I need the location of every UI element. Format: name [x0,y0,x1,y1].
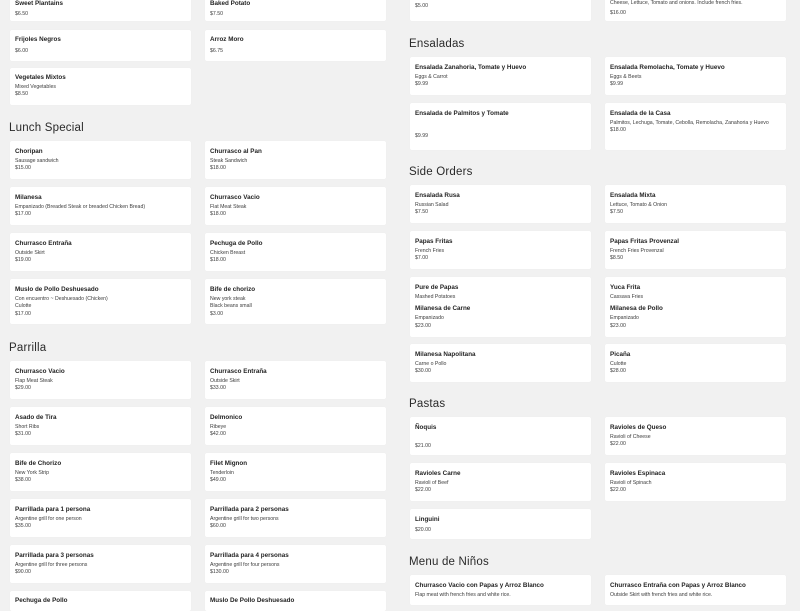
item-name: Pechuga de Pollo [15,597,68,604]
item-price: $20.00 [415,526,431,533]
item-price: $28.00 [610,368,626,375]
item-price: $9.99 [415,81,428,88]
item-price: $35.00 [15,523,31,530]
menu-item-linguini[interactable] [410,509,591,539]
section-title-parrilla: Parrilla [9,342,47,354]
item-description: Short Ribs [15,423,40,430]
item-name: Churrasco Vacio [210,194,260,201]
menu-item-parrillada-4[interactable] [205,545,386,583]
item-description: Mixed Vegetables [15,83,56,90]
item-description: Argentine grill for one person [15,515,82,522]
menu-item-picana[interactable] [605,344,786,382]
menu-item-milanesa-napolitana[interactable] [410,344,591,382]
menu-item-churrasco-vacio[interactable] [205,187,386,225]
item-price: $22.00 [415,487,431,494]
menu-item-kids-churrasco-entrana[interactable] [605,575,786,605]
item-price: $9.99 [610,81,623,88]
item-description: Argentine grill for four persons [210,561,280,568]
item-description-secondary: Black beans small [210,303,252,310]
item-name: Pure de Papas [415,284,459,291]
item-price: $8.50 [610,255,623,262]
item-description: Ravioli of Beef [415,479,449,486]
item-name: Churrasco Entraña [15,240,72,247]
item-price: $18.00 [210,211,226,218]
menu-item-ravioles-queso[interactable] [605,417,786,455]
menu-item-vegetales-mixtos[interactable] [10,68,191,105]
item-description: Cassava Fries [610,293,644,300]
item-price: $90.00 [15,569,31,576]
item-name: Filet Mignon [210,460,248,467]
item-description: New york steak [210,295,246,302]
item-description: Tenderloin [210,469,234,476]
item-description: Empanizado (Breaded Steak or breaded Chicken Bread) [15,203,146,210]
menu-item-delmonico[interactable] [205,407,386,445]
menu-item-ensalada-rusa[interactable] [410,185,591,223]
item-description: Empanizado [610,315,639,322]
item-name: Ravioles Carne [415,470,461,477]
item-description: French Fries Provenzal [610,247,664,254]
menu-item-kids-churrasco-vacio[interactable] [410,575,591,605]
item-price: $7.50 [210,10,223,17]
item-price: $18.00 [210,165,226,172]
menu-item-ensalada-remolacha[interactable] [605,57,786,95]
left-menu-column [0,0,400,604]
item-name: Churrasco Vacio con Papas y Arroz Blanco [415,582,544,589]
menu-item-ensalada-zanahoria[interactable] [410,57,591,95]
menu-item-papas-fritas-provenzal[interactable] [605,231,786,269]
section-title-pastas: Pastas [409,398,446,410]
section-title-ensaladas: Ensaladas [409,38,465,50]
menu-item-arroz-moro[interactable] [205,30,386,61]
item-description: Steak Sandwich [210,157,248,164]
item-price: $6.75 [210,47,223,54]
item-name: Milanesa de Pollo [610,305,663,313]
item-name: Pechuga de Pollo [210,240,263,247]
menu-item-churrasco-entrana-parrilla[interactable] [205,361,386,399]
menu-item-top-b[interactable] [605,0,786,21]
item-description: Cheese, Lettuce, Tomato and onions. Include french fries. [610,0,743,6]
menu-item-bife-de-chorizo[interactable] [205,279,386,324]
item-price: $17.00 [15,211,31,218]
item-name: Asado de Tira [15,414,57,421]
item-description: New York Strip [15,469,50,476]
item-description: Empanizado [415,315,444,322]
item-name: Linguini [415,516,440,523]
item-description: Argentine grill for two persons [210,515,279,522]
item-description: Ravioli of Spinach [610,479,652,486]
item-description: Ravioli of Cheese [610,433,651,440]
item-description: Eggs & Carrot [415,73,448,80]
menu-item-ensalada-mixta[interactable] [605,185,786,223]
item-name: Ensalada Mixta [610,192,656,199]
item-description: Palmitos, Lechuga, Tomate, Cebolla, Remolacha, Zanahoria y Huevo [610,119,769,126]
item-price: $22.00 [610,441,626,448]
item-name: Papas Fritas [415,238,453,245]
item-name: Milanesa Napolitana [415,351,476,358]
item-name: Ensalada Rusa [415,192,460,199]
item-description: Ribeye [210,423,227,430]
item-name: Milanesa [15,194,42,201]
menu-item-churrasco-al-pan[interactable] [205,141,386,179]
item-price: $30.00 [415,368,431,375]
item-description: Mashed Potatoes [415,293,456,300]
item-description: Outside Skirt with french fries and white rice. [610,591,713,598]
item-price: $19.00 [15,257,31,264]
item-description: Lettuce, Tomato & Onion [610,201,668,208]
item-name: Muslo De Pollo Deshuesado [210,597,295,604]
item-name: Churrasco Entraña [210,368,267,375]
item-price: $22.00 [610,487,626,494]
item-name: Milanesa de Carne [415,305,471,313]
item-name: Yuca Frita [610,284,641,291]
menu-item-ensalada-casa[interactable] [605,103,786,150]
item-description: Culotte [610,360,627,367]
item-name: Parrillada para 4 personas [210,552,289,559]
item-name: Frijoles Negros [15,36,61,43]
item-description: Russian Salad [415,201,449,208]
menu-item-bife-de-chorizo-parrilla[interactable] [10,453,191,491]
menu-item-choripan[interactable] [10,141,191,179]
menu-item-pure-de-papas[interactable] [410,277,591,337]
section-title-side-orders: Side Orders [409,166,473,178]
item-price: $7.00 [415,255,428,262]
item-price: $16.00 [610,9,626,16]
item-price: $7.50 [610,209,623,216]
menu-item-frijoles-negros[interactable] [10,30,191,61]
menu-item-ravioles-espinaca[interactable] [605,463,786,501]
menu-item-muslo-de-pollo[interactable] [10,279,191,324]
item-name: Parrillada para 1 persona [15,506,91,513]
item-name: Bife de Chorizo [15,460,62,467]
menu-item-muslo-de-pollo-parrilla[interactable] [205,591,386,611]
menu-item-yuca-frita[interactable] [605,277,786,337]
menu-item-ensalada-palmitos[interactable] [410,103,591,150]
item-price: $23.00 [415,322,431,329]
item-description: Con encuentro ~ Deshuesado (Chicken) [15,295,108,302]
menu-item-ravioles-carne[interactable] [410,463,591,501]
section-title-menu-de-ninos: Menu de Niños [409,556,489,568]
menu-item-noquis[interactable] [410,417,591,455]
menu-item-churrasco-entrana[interactable] [10,233,191,271]
menu-item-parrillada-3[interactable] [10,545,191,583]
item-name: Churrasco Entraña con Papas y Arroz Blanco [610,582,746,589]
item-name: Churrasco Vacio [15,368,65,375]
item-name: Ensalada de Palmitos y Tomate [415,110,509,117]
item-description: Argentine grill for three persons [15,561,88,568]
item-description: Eggs & Beets [610,73,642,80]
item-name: Ensalada Remolacha, Tomate y Huevo [610,64,725,71]
section-title-lunch-special: Lunch Special [9,122,84,134]
item-name: Churrasco al Pan [210,148,262,155]
item-price: $6.00 [15,47,28,54]
menu-item-sweet-plantains[interactable] [10,0,191,21]
item-name: Ensalada de la Casa [610,110,671,117]
item-name: Choripan [15,148,43,155]
item-name: Arroz Moro [210,36,244,43]
menu-item-pechuga-de-pollo[interactable] [205,233,386,271]
item-description: Flap meat with french fries and white rice. [415,591,511,598]
item-description: French Fries [415,247,445,254]
item-name: Parrillada para 3 personas [15,552,94,559]
item-name: Muslo de Pollo Deshuesado [15,286,99,293]
menu-item-papas-fritas[interactable] [410,231,591,269]
item-name: Ravioles Espinaca [610,470,666,477]
item-price: $6.50 [15,10,28,17]
item-description: Sausage sandwich [15,157,59,164]
item-price: $49.00 [210,477,226,484]
item-price: $60.00 [210,523,226,530]
menu-item-milanesa[interactable] [10,187,191,225]
item-price: $42.00 [210,431,226,438]
item-name: Sweet Plantains [15,0,63,7]
menu-item-top-a[interactable] [410,0,591,21]
item-description: Flat Meat Steak [210,203,247,210]
item-name: Ensalada Zanahoria, Tomate y Huevo [415,64,527,71]
item-price: $130.00 [210,569,229,576]
item-description: Outside Skirt [15,249,45,256]
menu-item-baked-potato[interactable] [205,0,386,21]
item-name: Parrillada para 2 personas [210,506,289,513]
item-price: $9.99 [415,132,428,139]
item-price: $23.00 [610,322,626,329]
item-name: Delmonico [210,414,243,421]
item-name: Papas Fritas Provenzal [610,238,679,245]
menu-item-parrillada-2[interactable] [205,499,386,537]
right-menu-column [400,0,800,600]
menu-item-parrillada-1[interactable] [10,499,191,537]
item-description-secondary: Culotte [15,303,32,310]
item-description: Flap Meat Steak [15,377,53,384]
menu-item-pechuga-de-pollo-parrilla[interactable] [10,591,191,611]
item-price: $21.00 [415,442,431,449]
item-description: Carne o Pollo [415,360,447,367]
item-name: Baked Potato [210,0,251,7]
item-price: $33.00 [210,385,226,392]
item-price: $31.00 [15,431,31,438]
item-price: $15.00 [15,165,31,172]
item-name: Picaña [610,351,631,358]
item-price: $29.00 [15,385,31,392]
item-price: $18.00 [210,257,226,264]
item-description: Chicken Breast [210,249,246,256]
item-price: $7.50 [415,209,428,216]
item-price: $5.00 [415,3,428,9]
item-price: $3.00 [210,310,223,317]
item-price: $18.00 [610,127,626,134]
item-name: Vegetales Mixtos [15,74,66,81]
item-price: $17.00 [15,310,31,317]
item-name: Ravioles de Queso [610,424,667,431]
menu-item-filet-mignon[interactable] [205,453,386,491]
item-name: Ñoquis [415,424,437,431]
item-price: $38.00 [15,477,31,484]
item-name: Bife de chorizo [210,286,256,293]
item-description: Outside Skirt [210,377,240,384]
menu-item-asado-de-tira[interactable] [10,407,191,445]
item-price: $8.50 [15,91,28,98]
menu-item-churrasco-vacio-parrilla[interactable] [10,361,191,399]
